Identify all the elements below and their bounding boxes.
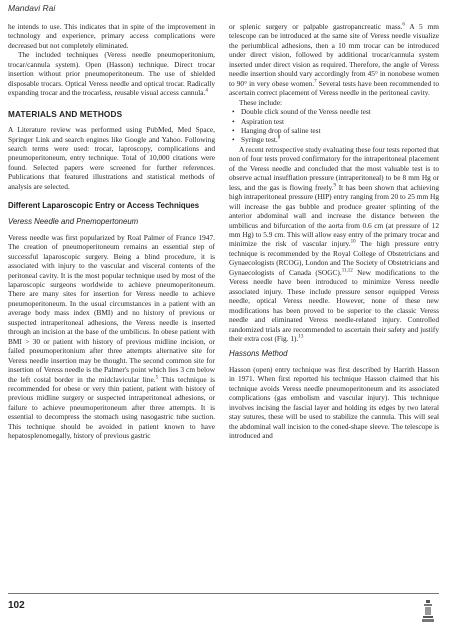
publisher-logo-icon (421, 598, 435, 624)
list-item: • Aspiration test (241, 117, 439, 126)
paragraph: A recent retrospective study evaluating these four tests reported that non of four tests proved confirmatory for the intraperitoneal placement of the Veress needle and concluded that the most valuable test is to observe actual insufflation pressure (intraperitoneal) to be 8 mm Hg or less, and the gas is flowing freely.$^9$ It has been shown that achieving high intraperitoneal pressure (HIP) entry ranging from 20 to 25 mm Hg will increase the gas bubble and produce greater splinting of the anterior abdominal wall and increase the distance between the umbilicus and bifurcation of the aorta from 0.6 cm (at pressure of 12 mm Hg) to 5.9 cm. This will allow easy entry of the primary trocar and minimize the risk of vascular injury.$^{10}$ The high pressure entry technique is recommended by the Royal College of Obstetricians and Gynaecologists (RCOG), London and The Society of Obstetricians and Gynaecologists of Canada (SOGC).$^{11,12}$ New modifications to the Veress needle have been introduced to minimize Veress needle associated injury. These include pressure sensor equipped Veress needle, optical Veress needle. However, none of these new modifications has been proved to be superior to the classic Veress needle and eliminated Veress needle-related injury. Controlled randomized trials are recommended to ascertain their safety and justify their extra cost (Fig. 1).$^{13}$ (229, 144, 439, 343)
footer-divider (8, 593, 439, 594)
list-item: • Double click sound of the Veress needle test (241, 107, 439, 116)
paragraph: The included techniques (Veress needle pneumoperitonium, trocar/cannula system). Open (Hasson) technique. Direct trocar insertion without prior pneumoperitoneum. The use of shielded disposable trocars. Optical Veress needle and optical trocar. Radically expanding trocar and the trocarless, reusable visual access cannula.$^4$ (8, 50, 215, 98)
section-heading-methods: MATERIALS AND METHODS (8, 109, 123, 119)
page-number: 102 (8, 600, 25, 611)
left-column (8, 22, 215, 441)
running-header-author: Mandavi Rai (8, 3, 56, 13)
list-item: • Syringe test.$^8$ (241, 135, 439, 144)
subsection-heading-hassons: Hassons Method (229, 349, 288, 359)
list-item: • Hanging drop of saline test (241, 126, 439, 135)
paragraph: Hasson (open) entry technique was first described by Harrith Hasson in 1971. When first reported his technique Hasson claimed that his technique avoids Veress needle pneumoperitoneum and its associated complications (gas embolism and vascular injury). This technique involves incising the fascial layer and holding its edges by two lateral stay sutures, these will be used to stabilize the cannula. This will seal the abdominal wall incision to the coned-shape sleeve. The telescope is introduced and (229, 364, 439, 441)
paragraph: A Literature review was performed using PubMed, Med Space, Springer Link and search engines like Google and Yahoo. Following search terms were used: trocar, laproscopy, complications and pneumoperitoneum, entry technique. Total of 10,000 citations were found. Selected papers were screened for further references. Publications that featured illustrations and statistical methods of analysis are selected. (8, 125, 215, 191)
test-list (229, 107, 439, 145)
subsection-heading-veress: Veress Needle and Pnemopertoneum (8, 217, 139, 227)
paragraph: Veress needle was first popularized by Roal Palmer of France 1947. The creation of pneumoperitoneum remains an essential step of successful laparoscopic surgery. Being a blind procedure, it is associated with injury to the vascular and visceral contents of the peritoneal cavity. It is the most popular technique used by most of the laparoscopic surgeons worldwide to achieve pneumoperitoneum. There are many sites for insertion for Veress needle to achieve pneumoperitoneum. In the usual circumstances in a patient with an average body mass index (BMI) and no history of previous or suspected intraperitoneal adhesions, the Veress needle is inserted through an incision at the base of the umbilicus. In obese patient with BMI > 30 or patient with history of previous midline incision, or failed pneumoperitonium after three attempts alternative site for Veress needle insertion may be thought. The second common site for insertion of Veress needle is the Palmer's point which lies 3 cm below the left costal border in the midclavicular line.$^5$ This technique is recommended for obese or very thin patient, patient with history of previous midline surgery or suspected intraperitoneal adhesions, or failure to achieve pneumoperitoneum after three attempts. It is essential to decompress the stomach using nasogastric tube suction. This technique should be avoided in patient known to have hepatosplenomegally, history of previous gastric (8, 232, 215, 441)
paragraph: he intends to use. This indicates that in spite of the improvement in technology and experience, primary access complications were decreased but not completely eliminated. (8, 22, 215, 50)
right-column (229, 22, 439, 440)
bullets-intro: These include: (239, 97, 283, 107)
subsection-heading-entry: Different Laparoscopic Entry or Access Techniques (8, 201, 200, 211)
paragraph: or splenic surgery or palpable gastropancreatic mass.$^6$ A 5 mm telescope can be introduced at the same site of Veress needle visualize the periumblical adhesions, then a 10 mm trocar can be introduced under direct vision, followed by additional trocar/cannula system inserted under direct vision as required. Therefore, the angle of Veress needle insertion should vary accordingly from 45° in nonobese women to 90° in very obese women.$^7$ Several tests have been recommended to ascertain correct placement of Veress needle in the peritoneal cavity. (229, 22, 439, 98)
